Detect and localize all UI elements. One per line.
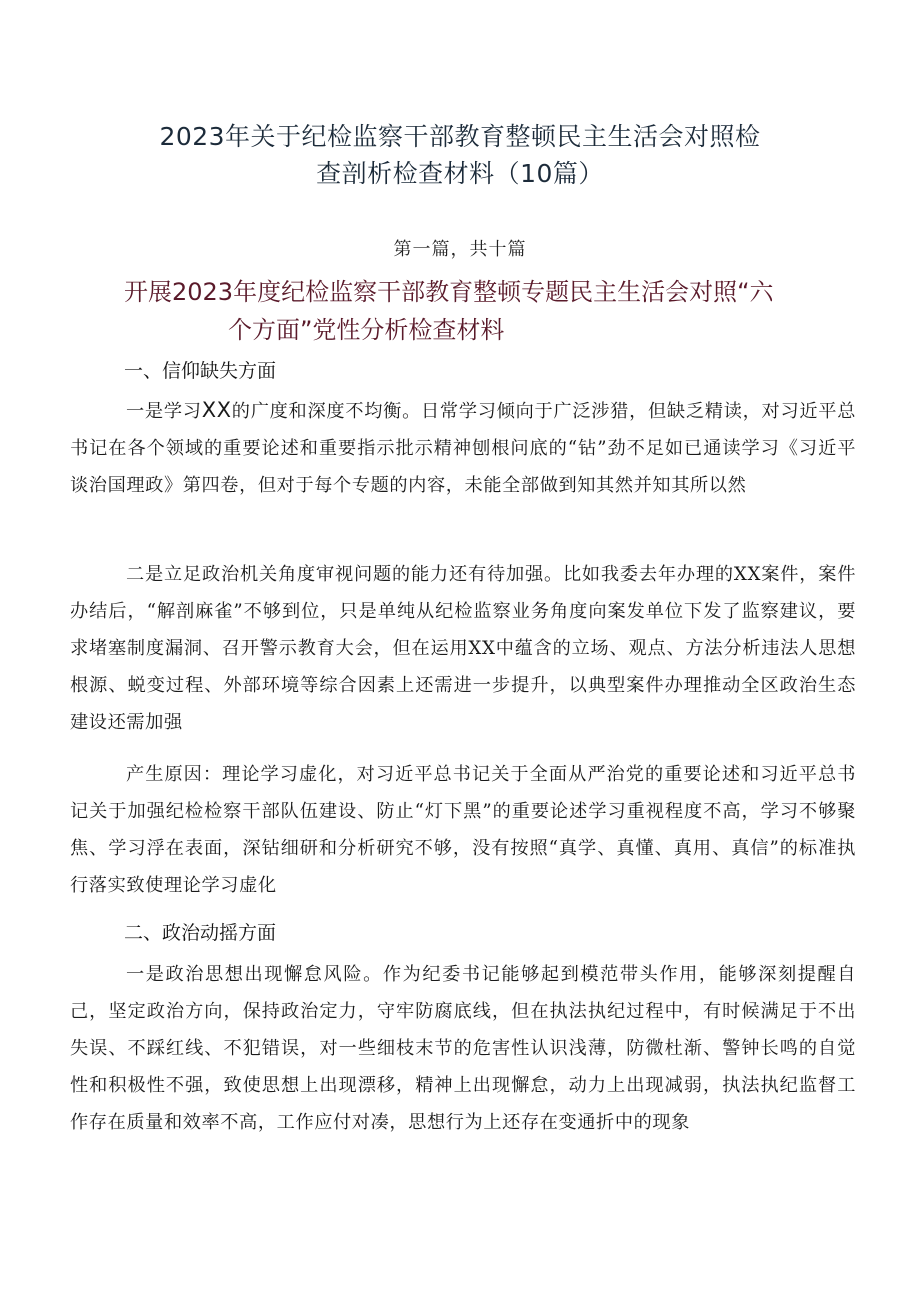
paragraph-1-1	[70, 392, 856, 504]
article-title-line-2: 个方面”党性分析检查材料	[228, 316, 505, 344]
document-title-line-2: 查剖析检查材料（10篇）	[316, 159, 604, 188]
article-title-line-1: 开展2023年度纪检监察干部教育整顿专题民主生活会对照“六	[124, 278, 774, 306]
document-title-line-1: 2023年关于纪检监察干部教育整顿民主生活会对照检	[159, 122, 761, 151]
paragraph-1-3: 产生原因：理论学习虚化，对习近平总书记关于全面从严治党的重要论述和习近平总书记关于加强纪检检察干部队伍建设、防止“灯下黑”的重要论述学习重视程度不高，学习不够聚焦、学习浮在表面，深钻细研和分析研究不够，没有按照“真学、真懂、真用、真信”的标准执行落实致使理论学习虚化	[70, 764, 856, 896]
paragraph-1-1-emphasis: XX	[201, 398, 232, 422]
article-title	[124, 273, 864, 349]
paragraph-2-1: 一是政治思想出现懈怠风险。作为纪委书记能够起到模范带头作用，能够深刻提醒自己，坚定政治方向，保持政治定力，守牢防腐底线，但在执法执纪过程中，有时候满足于不出失误、不踩红线、不犯错误，对一些细枝末节的危害性认识浅薄，防微杜渐、警钟长鸣的自觉性和积极性不强，致使思想上出现漂移，精神上出现懈怠，动力上出现减弱，执法执纪监督工作存在质量和效率不高，工作应付对凑，思想行为上还存在变通折中的现象	[70, 964, 856, 1133]
document-title	[100, 118, 820, 192]
paragraph-1-1-rest: 的广度和深度不均衡。日常学习倾向于广泛涉猎，但缺乏精读，对习近平总书记在各个领域的重要论述和重要指示批示精神刨根问底的“钻”劲不足如已通读学习《习近平谈治国理政》第四卷，但对于每个专题的内容，未能全部做到知其然并知其所以然	[70, 401, 856, 496]
paragraph-1-2: 二是立足政治机关角度审视问题的能力还有待加强。比如我委去年办理的XX案件，案件办结后，“解剖麻雀”不够到位，只是单纯从纪检监察业务角度向案发单位下发了监察建议，要求堵塞制度漏洞、召开警示教育大会，但在运用XX中蕴含的立场、观点、方法分析违法人思想根源、蜕变过程、外部环境等综合因素上还需进一步提升，以典型案件办理推动全区政治生态建设还需加强	[70, 564, 856, 733]
section-heading-1: 一、信仰缺失方面	[124, 360, 277, 382]
part-label: 第一篇，共十篇	[393, 239, 527, 260]
paragraph-1-1-start: 一是学习	[126, 401, 202, 422]
section-heading-2: 二、政治动摇方面	[124, 922, 277, 944]
